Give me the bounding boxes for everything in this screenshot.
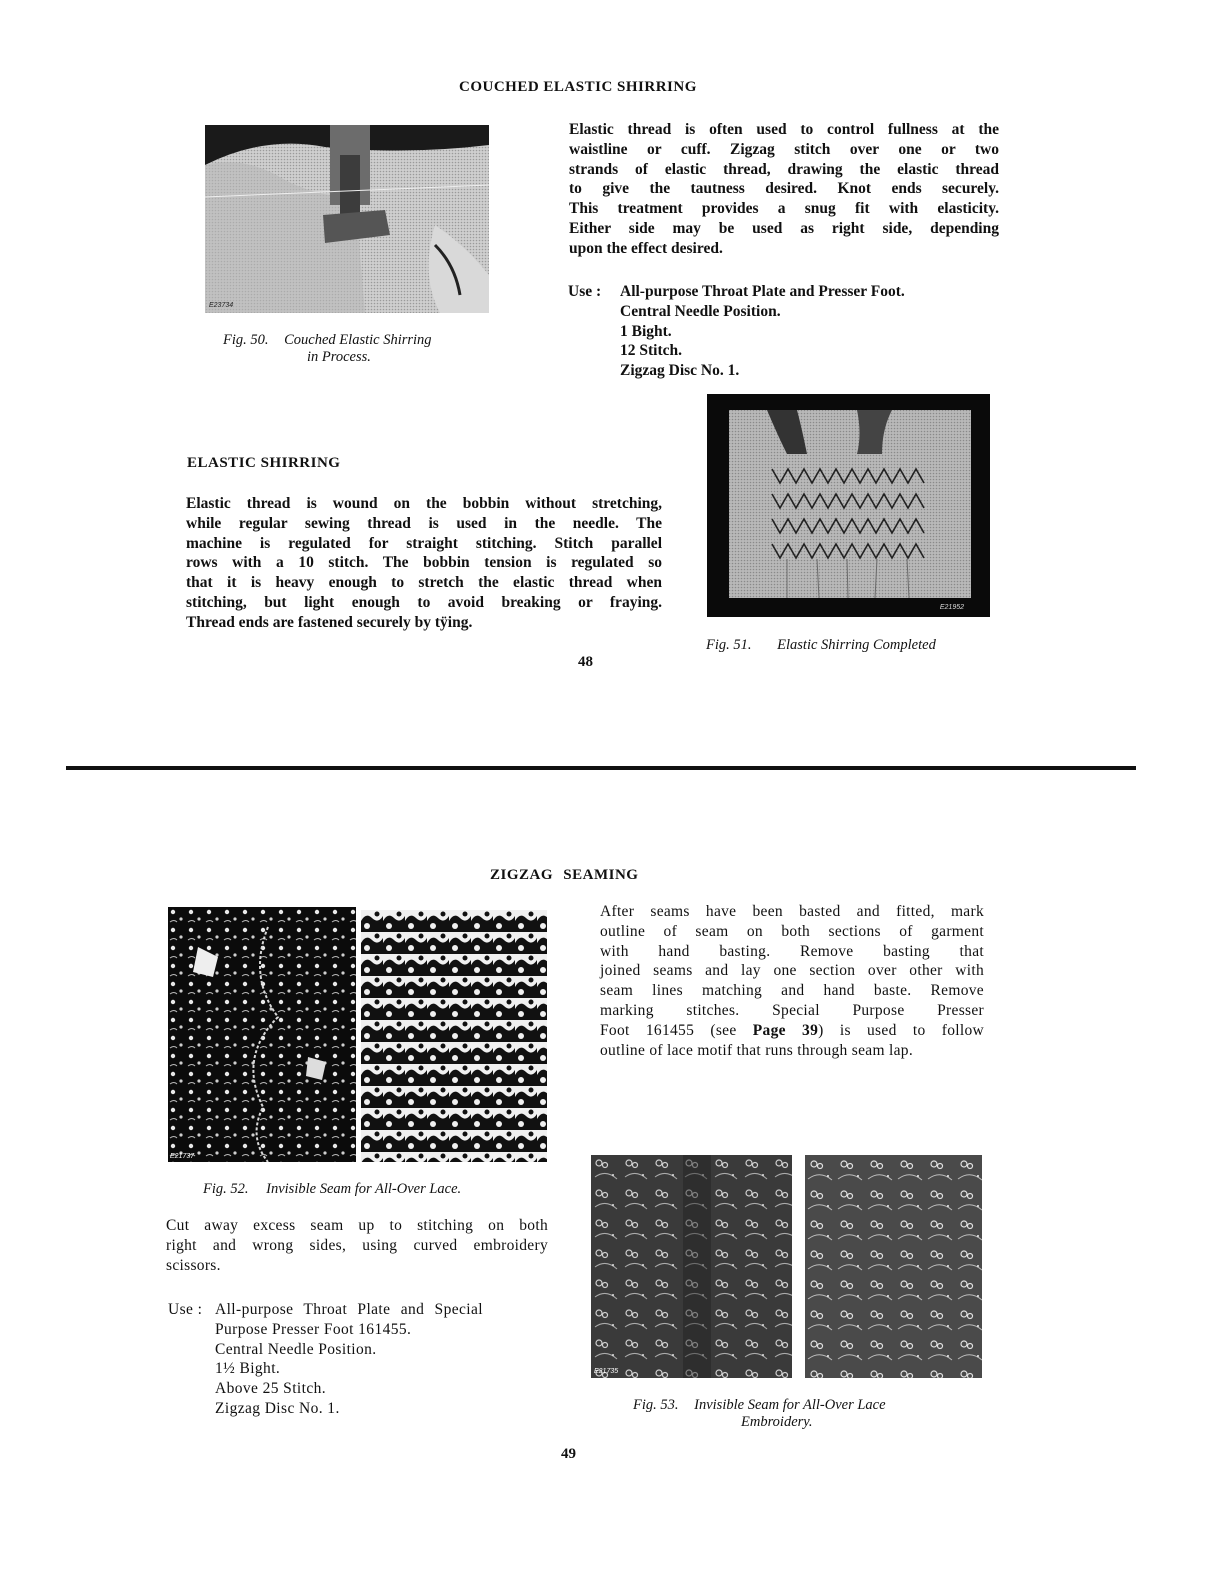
lace-photo-left-image xyxy=(168,907,356,1162)
use-item: 1½ Bight. xyxy=(215,1360,281,1378)
paragraph-line: that it is heavy enough to stretch the elastic thread when xyxy=(186,574,662,592)
lace-photo-right-image xyxy=(361,910,547,1162)
use-list-couched xyxy=(568,282,988,382)
use-item: Central Needle Position. xyxy=(215,1340,377,1358)
couched-elastic-paragraph xyxy=(569,120,999,259)
use-item: 1 Bight. xyxy=(620,322,672,340)
paragraph-line: while regular sewing thread is used in the needle. The xyxy=(186,514,662,532)
paragraph-line: Elastic thread is often used to control fullness at the xyxy=(569,121,999,138)
figure-51-caption xyxy=(706,637,936,654)
page-divider xyxy=(66,766,1136,770)
paragraph-line: Either side may be used as right side, depending xyxy=(569,219,999,237)
figure-53-caption xyxy=(633,1397,953,1431)
use-label: Use : xyxy=(168,1301,203,1318)
paragraph-line: This treatment provides a snug fit with elasticity. xyxy=(569,200,999,218)
embroidery-photo-right-image xyxy=(805,1155,982,1378)
figure-50-caption xyxy=(223,332,503,366)
paragraph-line: scissors. xyxy=(166,1256,221,1274)
paragraph-line: machine is regulated for straight stitching. Stitch parallel xyxy=(186,534,662,552)
use-label: Use : xyxy=(568,283,602,300)
use-item: 12 Stitch. xyxy=(620,342,682,360)
elastic-shirring-photo-image xyxy=(707,394,990,617)
figure-52-photo-left xyxy=(168,907,356,1162)
paragraph-line: waistline or cuff. Zigzag stitch over one or two xyxy=(569,140,999,158)
use-list-zigzag xyxy=(168,1300,558,1425)
paragraph-line: to give the tautness desired. Knot ends securely. xyxy=(569,180,999,198)
use-item: All-purpose Throat Plate and Presser Foot. xyxy=(620,283,905,300)
figure-52-photo-right xyxy=(361,910,547,1162)
paragraph-line: right and wrong sides, using curved embroidery xyxy=(166,1236,548,1254)
paragraph-line: marking stitches. Special Purpose Presser xyxy=(600,1001,984,1019)
paragraph-line: Elastic thread is wound on the bobbin without stretching, xyxy=(186,495,662,512)
paragraph-line: outline of seam on both sections of garment xyxy=(600,922,984,940)
paragraph-line: joined seams and lay one section over other with xyxy=(600,962,984,980)
page-number-48: 48 xyxy=(578,654,593,670)
paragraph-line: rows with a 10 stitch. The bobbin tension is regulated so xyxy=(186,554,662,572)
section-title-zigzag-seaming: ZIGZAG SEAMING xyxy=(490,867,639,883)
figure-53-caption-line1: Invisible Seam for All-Over Lace xyxy=(694,1397,886,1413)
use-item: Zigzag Disc No. 1. xyxy=(620,362,740,380)
figure-50-caption-line1: Couched Elastic Shirring xyxy=(284,332,432,348)
use-item: Above 25 Stitch. xyxy=(215,1380,327,1398)
text-run: Foot 161455 (see xyxy=(600,1021,753,1039)
zigzag-seaming-paragraph xyxy=(600,902,984,1060)
figure-50-photo xyxy=(205,125,489,313)
figure-51-caption-number: Fig. 51. xyxy=(706,637,752,653)
use-item: Central Needle Position. xyxy=(620,302,781,320)
figure-53-photo-left xyxy=(591,1155,792,1378)
figure-52-caption-text: Invisible Seam for All-Over Lace. xyxy=(266,1181,462,1197)
embroidery-photo-left-image xyxy=(591,1155,792,1378)
figure-52-caption-number: Fig. 52. xyxy=(203,1181,249,1197)
figure-53-photo-label: E21735 xyxy=(594,1368,619,1375)
figure-51-photo-label: E21952 xyxy=(939,604,964,611)
figure-52-caption xyxy=(203,1181,461,1198)
paragraph-line: After seams have been basted and fitted, mark xyxy=(600,903,984,920)
figure-50-caption-number: Fig. 50. xyxy=(223,332,269,348)
figure-53-caption-line2: Embroidery. xyxy=(741,1414,813,1430)
section-title-elastic-shirring: ELASTIC SHIRRING xyxy=(187,455,341,471)
figure-53-photo-right xyxy=(805,1155,982,1378)
paragraph-line: with hand basting. Remove basting that xyxy=(600,942,984,960)
paragraph-line-with-page-ref xyxy=(600,1021,984,1041)
cut-away-paragraph xyxy=(166,1216,548,1275)
figure-50-photo-label: E23734 xyxy=(209,302,234,309)
section-title-couched-elastic-shirring: COUCHED ELASTIC SHIRRING xyxy=(459,79,697,95)
text-run: ) is used to follow xyxy=(818,1021,985,1039)
page-number-49: 49 xyxy=(561,1446,576,1462)
paragraph-line: Thread ends are fastened securely by tÿing. xyxy=(186,613,473,631)
figure-51-caption-text: Elastic Shirring Completed xyxy=(777,637,936,653)
use-item: All-purpose Throat Plate and Special xyxy=(215,1301,483,1318)
sewing-machine-photo-image xyxy=(205,125,489,313)
paragraph-line: seam lines matching and hand baste. Remove xyxy=(600,982,984,1000)
paragraph-line: outline of lace motif that runs through seam lap. xyxy=(600,1041,913,1059)
use-item: Zigzag Disc No. 1. xyxy=(215,1399,340,1417)
figure-53-caption-number: Fig. 53. xyxy=(633,1397,679,1413)
paragraph-line: Cut away excess seam up to stitching on both xyxy=(166,1217,548,1234)
figure-51-photo xyxy=(707,394,990,617)
page-reference: Page 39 xyxy=(752,1021,819,1039)
figure-50-caption-line2: in Process. xyxy=(307,349,371,365)
paragraph-line: stitching, but light enough to avoid breaking or fraying. xyxy=(186,593,662,611)
paragraph-line: strands of elastic thread, drawing the elastic thread xyxy=(569,160,999,178)
use-item: Purpose Presser Foot 161455. xyxy=(215,1320,412,1338)
elastic-shirring-paragraph xyxy=(186,494,662,633)
paragraph-line: upon the effect desired. xyxy=(569,239,723,257)
figure-52-photo-label: E21737 xyxy=(170,1153,195,1160)
